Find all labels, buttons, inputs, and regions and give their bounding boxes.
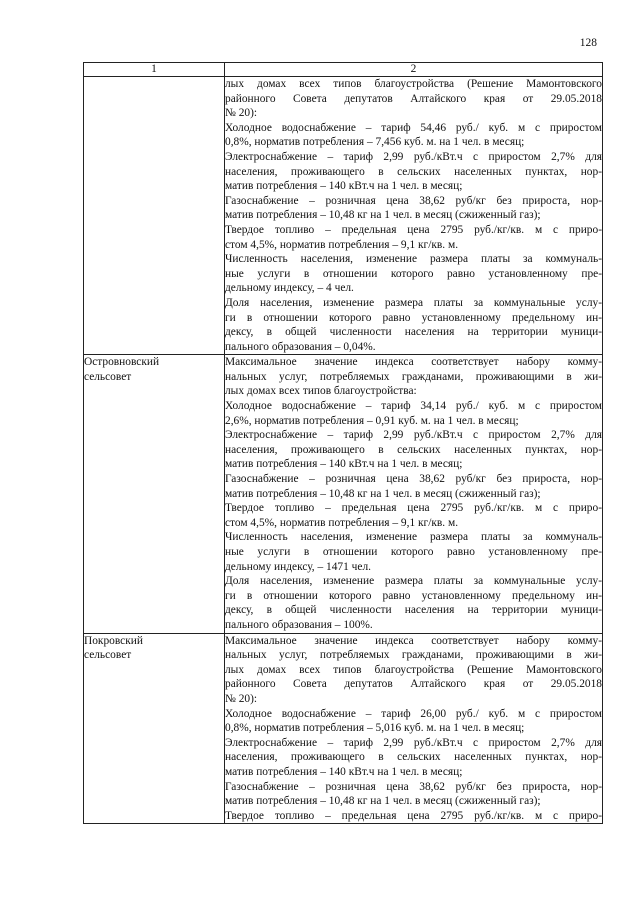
description-line: матив потребления – 10,48 кг на 1 чел. в месяц (сжиженный газ);: [225, 487, 541, 500]
description-line: населения, проживающего в сельских населенных пунктах, нор-: [225, 165, 602, 178]
description-line: Доля населения, изменение размера платы за коммунальные услу-: [225, 575, 602, 588]
description-line: 2,6%, норматив потребления – 0,91 куб. м. на 1 чел. в месяц;: [225, 414, 519, 427]
description-line: ные услуги в отношении которого равно установленному пре-: [225, 546, 602, 558]
document-table: [83, 62, 603, 824]
description-line: нальных услуг, потребляемых гражданами, проживающими в жи-: [225, 649, 602, 662]
description-line: лых домах всех типов благоустройства (Решение Мамонтовского: [225, 663, 602, 676]
municipality-name-line: Островновский: [84, 356, 160, 369]
description-line: населения, проживающего в сельских населенных пунктах, нор-: [225, 443, 602, 456]
description-line: Газоснабжение – розничная цена 38,62 руб/кг без прироста, нор-: [225, 194, 602, 207]
page-number: 128: [579, 37, 597, 49]
description-line: Газоснабжение – розничная цена 38,62 руб/кг без прироста, нор-: [225, 780, 602, 793]
description-line: матив потребления – 140 кВт.ч на 1 чел. в месяц;: [225, 458, 463, 471]
header-cell-col1: 1: [84, 63, 225, 77]
description-line: стом 4,5%, норматив потребления – 9,1 кг/кв. м.: [225, 516, 459, 529]
description-line: Электроснабжение – тариф 2,99 руб./кВт.ч с приростом 2,7% для: [225, 150, 602, 163]
description-line: Максимальное значение индекса соответствует набору комму-: [225, 356, 602, 369]
table-body: [84, 63, 603, 824]
description-line: Твердое топливо – предельная цена 2795 руб./кг/кв. м с приро-: [225, 809, 602, 822]
description-line: районного Совета депутатов Алтайского края от 29.05.2018: [225, 92, 602, 105]
description-line: районного Совета депутатов Алтайского края от 29.05.2018: [225, 678, 602, 691]
description-cell: [225, 77, 603, 355]
description-cell: [225, 633, 603, 824]
description-line: Электроснабжение – тариф 2,99 руб./кВт.ч с приростом 2,7% для: [225, 736, 602, 749]
description-line: Электроснабжение – тариф 2,99 руб./кВт.ч с приростом 2,7% для: [225, 429, 602, 442]
description-line: пального образования – 100%.: [225, 618, 373, 631]
description-line: матив потребления – 140 кВт.ч на 1 чел. в месяц;: [225, 180, 463, 193]
description-line: Максимальное значение индекса соответствует набору комму-: [225, 634, 602, 647]
table-header-row: [84, 63, 603, 77]
description-line: ные услуги в отношении которого равно установленному пре-: [225, 267, 602, 280]
table-row: [84, 77, 603, 355]
municipality-name-cell: [84, 633, 225, 824]
description-line: пального образования – 0,04%.: [225, 340, 376, 353]
municipality-name-cell: [84, 355, 225, 633]
description-line: Холодное водоснабжение – тариф 34,14 руб./ куб. м с приростом: [225, 400, 602, 413]
description-line: № 20):: [225, 692, 258, 705]
table-row: [84, 633, 603, 824]
description-line: № 20):: [225, 107, 258, 120]
municipality-name-line: Покровский: [84, 634, 143, 647]
description-line: населения, проживающего в сельских населенных пунктах, нор-: [225, 751, 602, 764]
description-cell: [225, 355, 603, 633]
description-line: лых домах всех типов благоустройства:: [225, 385, 417, 398]
description-line: ги в отношении которого равно установленному предельному ин-: [225, 311, 602, 324]
header-cell-col2: 2: [225, 63, 603, 77]
description-line: Холодное водоснабжение – тариф 26,00 руб./ куб. м с приростом: [225, 707, 602, 720]
description-line: нальных услуг, потребляемых гражданами, проживающими в жи-: [225, 370, 602, 383]
description-line: матив потребления – 10,48 кг на 1 чел. в месяц (сжиженный газ);: [225, 795, 541, 808]
municipality-name-cell: [84, 77, 225, 355]
municipality-name-line: сельсовет: [84, 370, 132, 383]
table-row: [84, 355, 603, 633]
description-line: 0,8%, норматив потребления – 5,016 куб. м. на 1 чел. в месяц;: [225, 722, 525, 735]
description-line: дексу, в общей численности населения на территории муници-: [225, 326, 602, 339]
description-line: лых домах всех типов благоустройства (Решение Мамонтовского: [225, 78, 602, 90]
description-line: Численность населения, изменение размера платы за коммуналь-: [225, 531, 602, 544]
description-line: дексу, в общей численности населения на территории муници-: [225, 604, 602, 617]
description-line: Доля населения, изменение размера платы за коммунальные услу-: [225, 296, 602, 309]
description-line: Твердое топливо – предельная цена 2795 руб./кг/кв. м с приро-: [225, 502, 602, 515]
description-line: Холодное водоснабжение – тариф 54,46 руб./ куб. м с приростом: [225, 121, 602, 134]
description-line: дельному индексу, – 4 чел.: [225, 282, 354, 295]
description-line: дельному индексу, – 1471 чел.: [225, 560, 371, 573]
description-line: матив потребления – 140 кВт.ч на 1 чел. в месяц;: [225, 765, 463, 778]
description-line: Газоснабжение – розничная цена 38,62 руб/кг без прироста, нор-: [225, 473, 602, 486]
description-line: Твердое топливо – предельная цена 2795 руб./кг/кв. м с приро-: [225, 223, 602, 236]
description-line: стом 4,5%, норматив потребления – 9,1 кг/кв. м.: [225, 238, 459, 251]
description-line: 0,8%, норматив потребления – 7,456 куб. м. на 1 чел. в месяц;: [225, 136, 525, 149]
description-line: Численность населения, изменение размера платы за коммуналь-: [225, 253, 602, 266]
description-line: ги в отношении которого равно установленному предельному ин-: [225, 589, 602, 602]
municipality-name-line: сельсовет: [84, 649, 132, 662]
description-line: матив потребления – 10,48 кг на 1 чел. в месяц (сжиженный газ);: [225, 209, 541, 222]
